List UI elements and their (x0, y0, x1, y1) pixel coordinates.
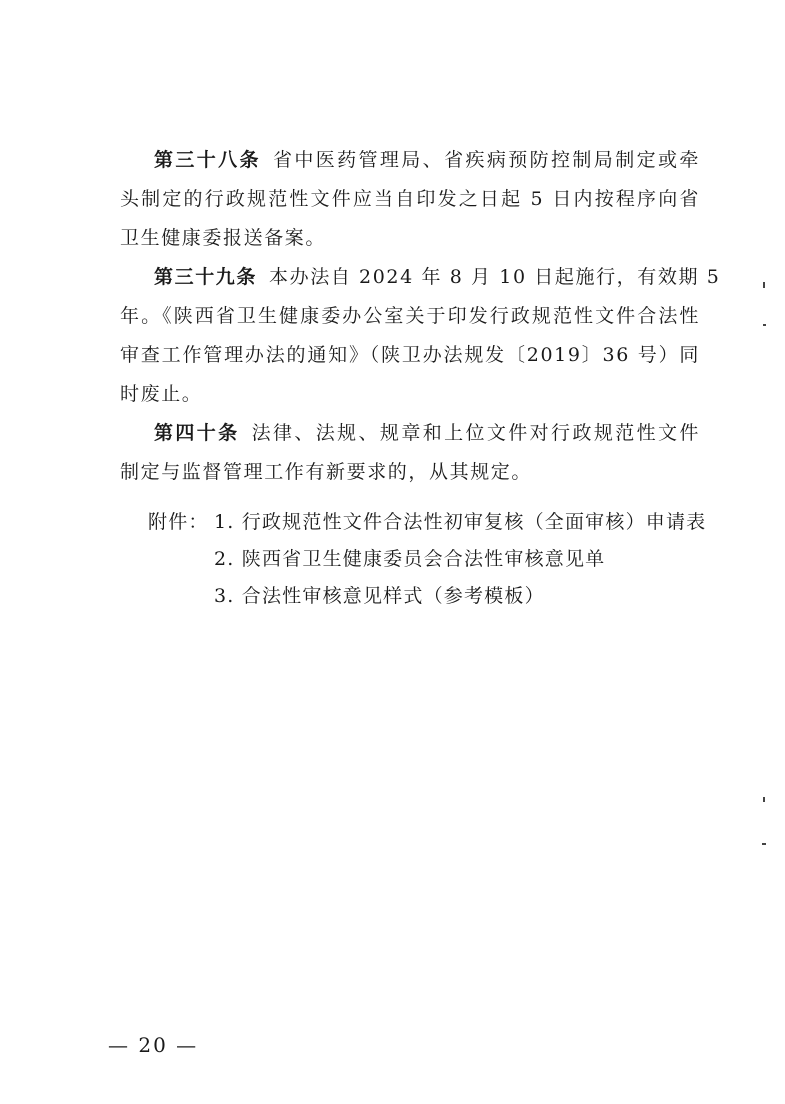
article-39-text-1: 本办法自 2024 年 8 月 10 日起施行，有效期 5 (269, 266, 721, 288)
page-number: — 20 — (108, 1033, 199, 1057)
article-38-text-1: 省中医药管理局、省疾病预防控制局制定或牵 (272, 149, 700, 171)
article-38-line-3: 卫生健康委报送备案。 (120, 227, 327, 249)
article-40-line-2: 制定与监督管理工作有新要求的，从其规定。 (120, 461, 533, 483)
article-39-line-1 (120, 265, 721, 289)
article-40-label: 第四十条 (154, 422, 240, 444)
article-38-line-2: 头制定的行政规范性文件应当自印发之日起 5 日内按程序向省 (120, 188, 700, 210)
article-38-line-1 (120, 148, 700, 172)
attachment-item-3: 3. 合法性审核意见样式（参考模板） (214, 585, 545, 607)
article-39-line-3: 审查工作管理办法的通知》（陕卫办法规发〔2019〕36 号）同 (120, 344, 700, 366)
article-39-line-4: 时废止。 (120, 383, 203, 405)
scan-mark (763, 282, 765, 288)
article-39-label: 第三十九条 (154, 266, 258, 288)
scan-mark (762, 843, 766, 845)
scan-mark (763, 324, 766, 326)
attachment-item-1: 1. 行政规范性文件合法性初审复核（全面审核）申请表 (214, 511, 707, 533)
article-40-line-1 (120, 421, 700, 445)
article-39-line-2: 年。《陕西省卫生健康委办公室关于印发行政规范性文件合法性 (120, 305, 700, 327)
attachment-item-2: 2. 陕西省卫生健康委员会合法性审核意见单 (214, 548, 606, 570)
scan-mark (763, 797, 765, 802)
attachments-prefix: 附件： (148, 511, 209, 533)
article-38-label: 第三十八条 (154, 149, 261, 171)
article-40-text-1: 法律、法规、规章和上位文件对行政规范性文件 (251, 422, 700, 444)
